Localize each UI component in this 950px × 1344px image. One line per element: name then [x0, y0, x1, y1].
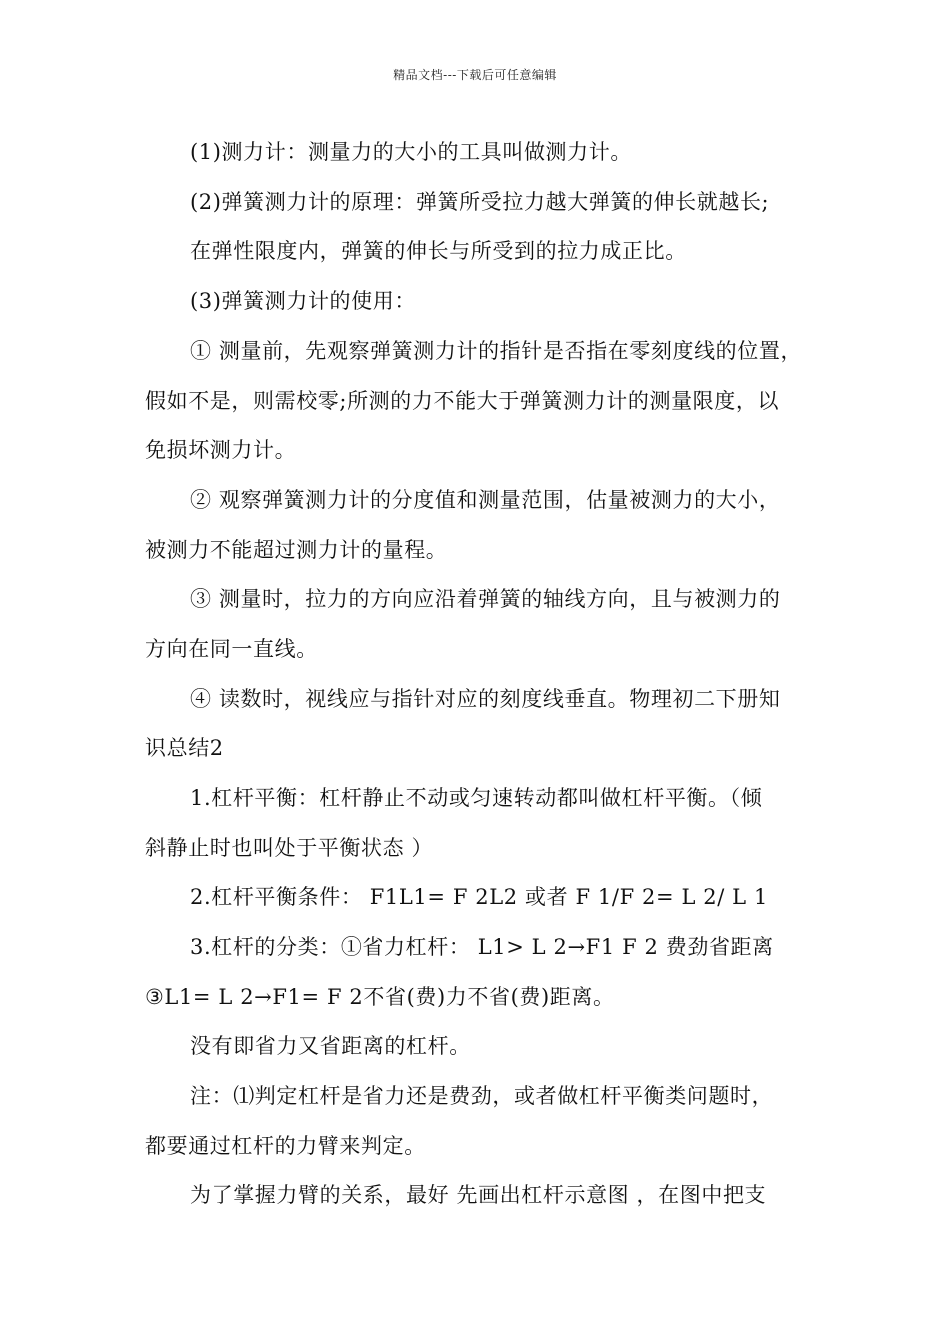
text-line: 方向在同一直线。	[145, 637, 318, 661]
text-line: 2.杠杆平衡条件： F1L1= F 2L2 或者 F 1/F 2= L 2/ L 1	[190, 885, 768, 909]
text-line: (1)测力计：测量力的大小的工具叫做测力计。	[190, 140, 632, 164]
text-line: ③L1= L 2→F1= F 2不省(费)力不省(费)距离。	[145, 985, 615, 1009]
text-line: 1.杠杆平衡：杠杆静止不动或匀速转动都叫做杠杆平衡。（倾	[190, 786, 763, 810]
text-line: ④ 读数时，视线应与指针对应的刻度线垂直。物理初二下册知	[190, 687, 781, 711]
page-header: 精品文档---下载后可任意编辑	[393, 68, 557, 82]
text-line: 3.杠杆的分类：①省力杠杆： L1> L 2→F1 F 2 费劲省距离	[190, 935, 774, 959]
text-line: 免损坏测力计。	[145, 438, 297, 462]
text-line: 假如不是，则需校零;所测的力不能大于弹簧测力计的测量限度，以	[145, 389, 780, 413]
text-line: (2)弹簧测力计的原理：弹簧所受拉力越大弹簧的伸长就越长;	[190, 190, 770, 214]
text-line: 识总结2	[145, 736, 224, 760]
text-line: 都要通过杠杆的力臂来判定。	[145, 1134, 426, 1158]
text-line: ③ 测量时，拉力的方向应沿着弹簧的轴线方向，且与被测力的	[190, 587, 781, 611]
text-line: 没有即省力又省距离的杠杆。	[190, 1034, 471, 1058]
text-line: 斜静止时也叫处于平衡状态 ）	[145, 836, 434, 860]
text-line: ① 测量前，先观察弹簧测力计的指针是否指在零刻度线的位置，	[190, 339, 803, 363]
text-line: 为了掌握力臂的关系，最好 先画出杠杆示意图 ，在图中把支	[190, 1183, 767, 1207]
text-line: 注：⑴判定杠杆是省力还是费劲，或者做杠杆平衡类问题时，	[190, 1084, 774, 1108]
text-line: 在弹性限度内，弹簧的伸长与所受到的拉力成正比。	[190, 239, 687, 263]
text-line: (3)弹簧测力计的使用：	[190, 289, 416, 313]
text-line: ② 观察弹簧测力计的分度值和测量范围，估量被测力的大小，	[190, 488, 781, 512]
text-line: 被测力不能超过测力计的量程。	[145, 538, 448, 562]
